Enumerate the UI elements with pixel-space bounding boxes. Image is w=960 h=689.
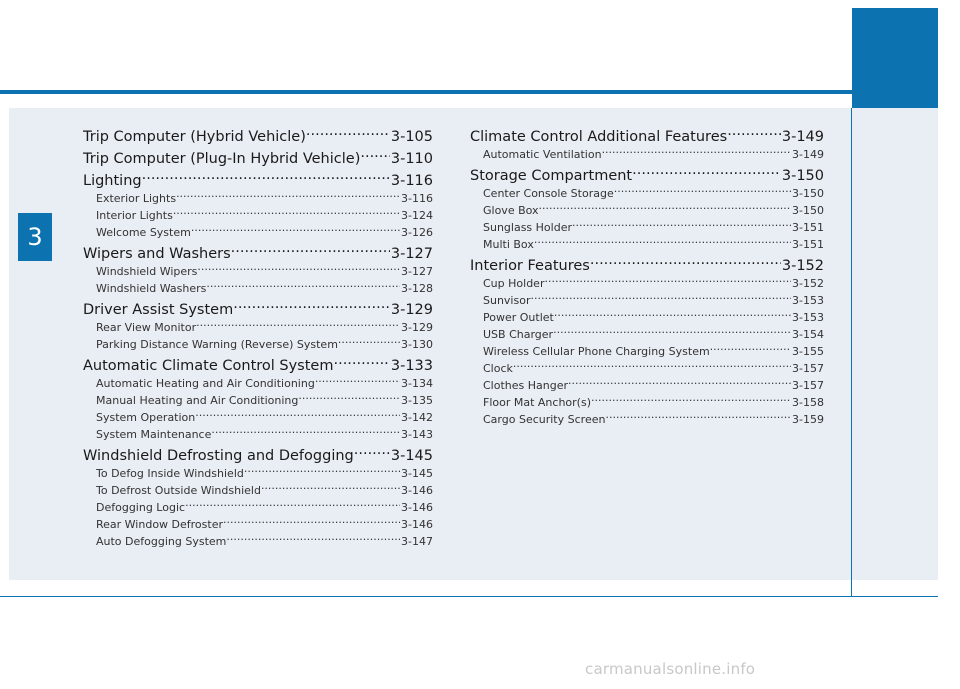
toc-entry-title: Cup Holder [483, 277, 545, 290]
toc-section-entry[interactable] [83, 170, 433, 190]
toc-section-entry[interactable] [83, 243, 433, 263]
dot-leader [223, 517, 400, 528]
toc-entry-page: 3-142 [401, 411, 433, 424]
toc-entry-title: Storage Compartment [470, 167, 633, 184]
toc-entry-title: Defogging Logic [96, 501, 186, 514]
watermark: carmanualsonline.info [585, 660, 756, 678]
dot-leader [315, 376, 400, 387]
dot-leader [176, 191, 400, 202]
toc-entry-title: Rear View Monitor [96, 321, 197, 334]
dot-leader [233, 299, 390, 314]
toc-section-entry[interactable] [83, 126, 433, 146]
toc-entry-page: 3-110 [390, 150, 433, 167]
toc-entry-title: Exterior Lights [96, 192, 177, 205]
toc-entry-title: Windshield Defrosting and Defogging [83, 447, 354, 464]
toc-entry-title: Interior Lights [96, 209, 173, 222]
dot-leader [590, 255, 781, 270]
toc-entry-page: 3-146 [401, 501, 433, 514]
dot-leader [530, 293, 791, 304]
toc-entry-page: 3-157 [792, 379, 824, 392]
toc-entry-title: Wipers and Washers [83, 245, 231, 262]
toc-entry-title: Clothes Hanger [483, 379, 569, 392]
toc-entry-title: Manual Heating and Air Conditioning [96, 394, 299, 407]
toc-entry-page: 3-145 [401, 467, 433, 480]
footer-rule [0, 596, 938, 597]
toc-entry-page: 3-150 [792, 204, 824, 217]
toc-section-entry[interactable] [83, 299, 433, 319]
toc-section-entry[interactable] [470, 126, 824, 146]
toc-entry-page: 3-153 [792, 311, 824, 324]
toc-subsection-entry[interactable] [83, 482, 433, 499]
dot-leader [605, 412, 791, 423]
dot-leader [231, 243, 390, 258]
toc-entry-title: Driver Assist System [83, 301, 234, 318]
toc-entry-page: 3-116 [401, 192, 433, 205]
toc-entry-title: Windshield Washers [96, 282, 207, 295]
toc-entry-title: System Maintenance [96, 428, 212, 441]
toc-subsection-entry[interactable] [83, 280, 433, 297]
toc-subsection-entry[interactable] [470, 146, 824, 163]
toc-entry-page: 3-134 [401, 377, 433, 390]
toc-entry-page: 3-127 [401, 265, 433, 278]
dot-leader [710, 344, 791, 355]
dot-leader [261, 483, 400, 494]
toc-subsection-entry[interactable] [83, 263, 433, 280]
toc-entry-title: Climate Control Additional Features [470, 128, 728, 145]
toc-subsection-entry[interactable] [470, 411, 824, 428]
toc-entry-title: System Operation [96, 411, 196, 424]
toc-subsection-entry[interactable] [470, 275, 824, 292]
dot-leader [727, 126, 781, 141]
toc-subsection-entry[interactable] [83, 224, 433, 241]
toc-entry-title: Cargo Security Screen [483, 413, 606, 426]
toc-section-entry[interactable] [83, 148, 433, 168]
toc-subsection-entry[interactable] [470, 360, 824, 377]
toc-subsection-entry[interactable] [470, 292, 824, 309]
dot-leader [142, 170, 390, 185]
dot-leader [360, 148, 390, 163]
toc-entry-page: 3-130 [401, 338, 433, 351]
dot-leader [333, 355, 389, 370]
toc-entry-title: Glove Box [483, 204, 539, 217]
dot-leader [196, 320, 400, 331]
toc-entry-page: 3-133 [390, 357, 433, 374]
toc-entry-title: Center Console Storage [483, 187, 614, 200]
dot-leader [568, 378, 791, 389]
toc-entry-title: Floor Mat Anchor(s) [483, 396, 591, 409]
toc-entry-title: USB Charger [483, 328, 554, 341]
dot-leader [554, 310, 791, 321]
toc-entry-page: 3-155 [792, 345, 824, 358]
toc-entry-page: 3-116 [390, 172, 433, 189]
toc-section-entry[interactable] [83, 355, 433, 375]
toc-entry-title: Windshield Wipers [96, 265, 198, 278]
header-rule [0, 90, 938, 94]
toc-entry-page: 3-143 [401, 428, 433, 441]
toc-section-entry[interactable] [470, 165, 824, 185]
toc-entry-page: 3-157 [792, 362, 824, 375]
toc-entry-title: Trip Computer (Hybrid Vehicle) [83, 128, 306, 145]
toc-subsection-entry[interactable] [83, 499, 433, 516]
dot-leader [211, 427, 400, 438]
toc-entry-page: 3-147 [401, 535, 433, 548]
toc-entry-title: Interior Features [470, 257, 590, 274]
chapter-tab[interactable]: 3 [18, 213, 52, 261]
toc-section-entry[interactable] [83, 445, 433, 465]
toc-entry-title: Clock [483, 362, 513, 375]
toc-subsection-entry[interactable] [470, 185, 824, 202]
dot-leader [206, 281, 400, 292]
toc-entry-page: 3-154 [792, 328, 824, 341]
toc-entry-page: 3-158 [792, 396, 824, 409]
corner-tab-block [852, 8, 938, 108]
dot-leader [572, 220, 791, 231]
toc-subsection-entry[interactable] [470, 326, 824, 343]
toc-entry-page: 3-153 [792, 294, 824, 307]
toc-subsection-entry[interactable] [470, 394, 824, 411]
toc-entry-title: To Defrost Outside Windshield [96, 484, 261, 497]
dot-leader [614, 186, 791, 197]
toc-entry-title: Rear Window Defroster [96, 518, 223, 531]
dot-leader [195, 410, 400, 421]
toc-entry-page: 3-146 [401, 484, 433, 497]
dot-leader [354, 445, 390, 460]
toc-entry-title: Trip Computer (Plug-In Hybrid Vehicle) [83, 150, 361, 167]
toc-entry-page: 3-152 [792, 277, 824, 290]
toc-subsection-entry[interactable] [83, 319, 433, 336]
toc-subsection-entry[interactable] [83, 409, 433, 426]
dot-leader [197, 264, 400, 275]
toc-left-column [83, 124, 433, 550]
toc-entry-page: 3-146 [401, 518, 433, 531]
dot-leader [306, 126, 390, 141]
toc-entry-title: Sunglass Holder [483, 221, 572, 234]
toc-entry-page: 3-128 [401, 282, 433, 295]
toc-entry-page: 3-150 [781, 167, 824, 184]
toc-entry-page: 3-105 [390, 128, 433, 145]
toc-entry-title: Sunvisor [483, 294, 531, 307]
toc-subsection-entry[interactable] [83, 375, 433, 392]
dot-leader [185, 500, 400, 511]
toc-entry-page: 3-129 [401, 321, 433, 334]
toc-subsection-entry[interactable] [83, 426, 433, 443]
dot-leader [632, 165, 781, 180]
dot-leader [534, 237, 791, 248]
toc-subsection-entry[interactable] [83, 533, 433, 550]
dot-leader [173, 208, 400, 219]
toc-entry-title: Welcome System [96, 226, 191, 239]
toc-entry-title: Auto Defogging System [96, 535, 227, 548]
toc-entry-page: 3-159 [792, 413, 824, 426]
dot-leader [298, 393, 400, 404]
toc-subsection-entry[interactable] [83, 465, 433, 482]
toc-entry-title: Automatic Climate Control System [83, 357, 334, 374]
toc-section-entry[interactable] [470, 255, 824, 275]
toc-entry-page: 3-129 [390, 301, 433, 318]
toc-entry-page: 3-150 [792, 187, 824, 200]
toc-right-column [470, 124, 824, 428]
dot-leader [544, 276, 791, 287]
toc-entry-title: Power Outlet [483, 311, 554, 324]
toc-subsection-entry[interactable] [83, 336, 433, 353]
toc-entry-title: Parking Distance Warning (Reverse) System [96, 338, 338, 351]
toc-subsection-entry[interactable] [83, 190, 433, 207]
toc-entry-page: 3-145 [390, 447, 433, 464]
dot-leader [602, 147, 791, 158]
dot-leader [591, 395, 791, 406]
toc-subsection-entry[interactable] [470, 377, 824, 394]
toc-entry-page: 3-152 [781, 257, 824, 274]
toc-entry-title: Multi Box [483, 238, 534, 251]
toc-entry-title: Automatic Heating and Air Conditioning [96, 377, 315, 390]
dot-leader [539, 203, 791, 214]
toc-subsection-entry[interactable] [470, 343, 824, 360]
toc-entry-page: 3-135 [401, 394, 433, 407]
dot-leader [338, 337, 400, 348]
toc-subsection-entry[interactable] [470, 236, 824, 253]
dot-leader [191, 225, 400, 236]
toc-entry-title: Wireless Cellular Phone Charging System [483, 345, 710, 358]
toc-entry-page: 3-149 [781, 128, 824, 145]
dot-leader [553, 327, 791, 338]
toc-subsection-entry[interactable] [470, 202, 824, 219]
margin-rule [851, 108, 852, 596]
dot-leader [226, 534, 400, 545]
toc-entry-title: To Defog Inside Windshield [96, 467, 244, 480]
toc-subsection-entry[interactable] [83, 516, 433, 533]
toc-entry-page: 3-124 [401, 209, 433, 222]
toc-subsection-entry[interactable] [83, 207, 433, 224]
toc-entry-page: 3-149 [792, 148, 824, 161]
toc-subsection-entry[interactable] [470, 219, 824, 236]
toc-entry-page: 3-127 [390, 245, 433, 262]
toc-subsection-entry[interactable] [83, 392, 433, 409]
toc-entry-title: Lighting [83, 172, 142, 189]
dot-leader [244, 466, 400, 477]
toc-entry-page: 3-151 [792, 238, 824, 251]
toc-entry-title: Automatic Ventilation [483, 148, 602, 161]
toc-entry-page: 3-151 [792, 221, 824, 234]
toc-subsection-entry[interactable] [470, 309, 824, 326]
dot-leader [513, 361, 791, 372]
toc-entry-page: 3-126 [401, 226, 433, 239]
